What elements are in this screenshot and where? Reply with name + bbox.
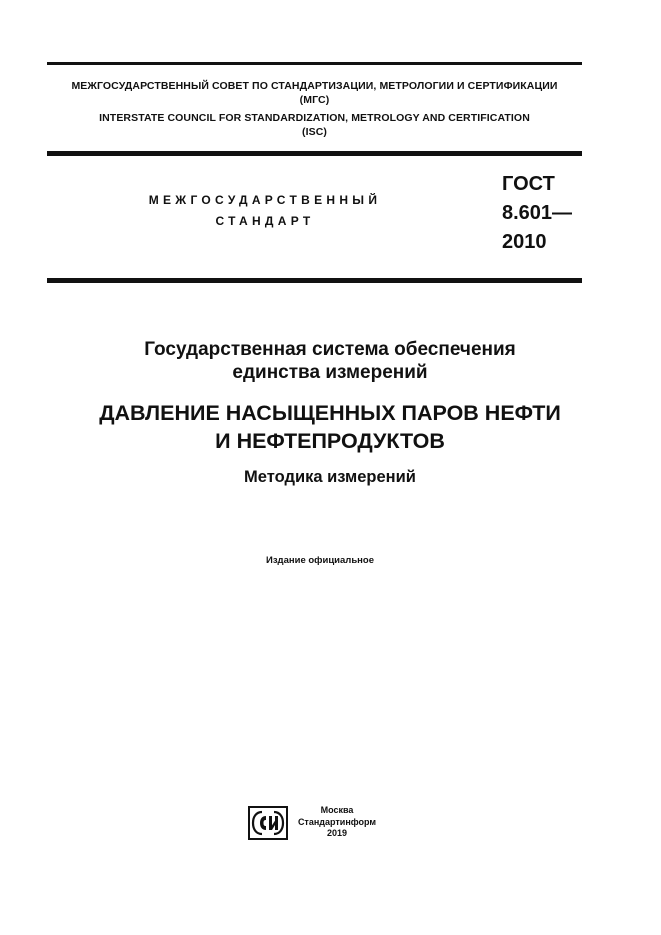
- header-rule: [47, 151, 582, 156]
- council-ru-abbr: (МГС): [299, 94, 330, 106]
- gost-year: 2010: [502, 231, 547, 253]
- edition-note: Издание официальное: [266, 555, 374, 566]
- top-rule: [47, 62, 582, 65]
- standard-rule: [47, 278, 582, 283]
- standard-kind-line2: СТАНДАРТ: [215, 214, 315, 228]
- system-title-line2: единства измерений: [232, 362, 428, 383]
- system-title-line1: Государственная система обеспечения: [144, 339, 516, 360]
- gost-number: 8.601—: [502, 202, 573, 224]
- publisher-year: 2019: [326, 828, 348, 838]
- document-title: [20, 399, 640, 455]
- standartinform-logo-icon: [248, 806, 288, 840]
- council-en-name: INTERSTATE COUNCIL FOR STANDARDIZATION, METROLOGY AND CERTIFICATION: [99, 112, 530, 124]
- document-title-line2: И НЕФТЕПРОДУКТОВ: [215, 429, 445, 453]
- gost-label: ГОСТ: [502, 173, 555, 195]
- council-en-abbr: (ISC): [302, 126, 327, 138]
- standard-kind-line1: МЕЖГОСУДАРСТВЕННЫЙ: [148, 193, 382, 207]
- publisher-info: [292, 805, 382, 840]
- system-title: [20, 338, 640, 384]
- document-subtitle: Методика измерений: [244, 468, 416, 486]
- document-title-line1: ДАВЛЕНИЕ НАСЫЩЕННЫХ ПАРОВ НЕФТИ: [99, 401, 561, 425]
- council-ru-name: МЕЖГОСУДАРСТВЕННЫЙ СОВЕТ ПО СТАНДАРТИЗАЦИИ, МЕТРОЛОГИИ И СЕРТИФИКАЦИИ: [71, 80, 558, 92]
- gost-designation: [502, 170, 592, 257]
- publisher-name: Стандартинформ: [297, 816, 377, 827]
- council-en: [47, 111, 582, 139]
- standard-kind: [130, 190, 400, 232]
- publisher-city: Москва: [320, 805, 354, 815]
- council-ru: [47, 79, 582, 107]
